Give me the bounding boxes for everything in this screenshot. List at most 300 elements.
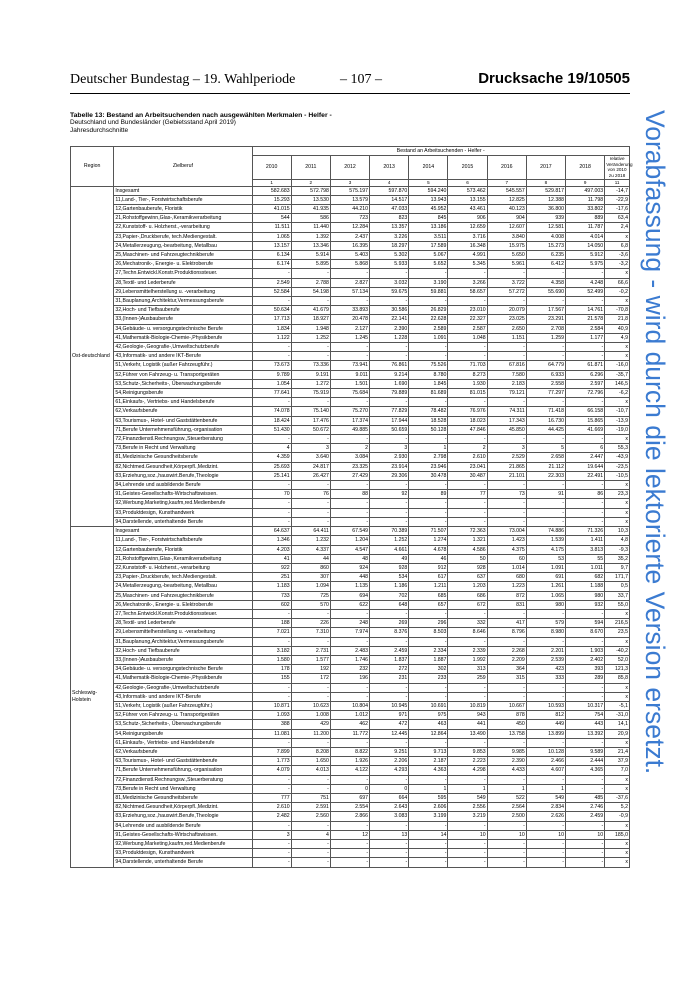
value-cell: - <box>409 849 448 858</box>
value-cell: 30.487 <box>448 471 487 480</box>
value-cell: 1.746 <box>330 655 369 664</box>
value-cell: 13.157 <box>252 241 291 250</box>
value-cell: 1.151 <box>487 333 526 342</box>
change-cell: 9,7 <box>605 563 630 572</box>
value-cell: 24.817 <box>291 462 330 471</box>
value-cell: 2.554 <box>330 803 369 812</box>
value-cell: 1.091 <box>526 563 565 572</box>
occupation-cell: 41,Mathematik-Biologie-Chemie-,Physikberufe <box>114 333 252 342</box>
value-cell: 1.501 <box>330 379 369 388</box>
value-cell: - <box>370 269 409 278</box>
value-cell: 388 <box>252 720 291 729</box>
table-row <box>71 306 630 315</box>
value-cell: - <box>566 637 605 646</box>
value-cell: 1.228 <box>370 333 409 342</box>
value-cell: - <box>252 508 291 517</box>
table-row <box>71 655 630 664</box>
value-cell: - <box>448 609 487 618</box>
occupation-cell: 22,Kunststoff- u. Holzherst.,-verarbeitung <box>114 223 252 232</box>
value-cell: 10.593 <box>526 701 565 710</box>
value-cell: - <box>291 481 330 490</box>
value-cell: 4.008 <box>526 232 565 241</box>
value-cell: 8.822 <box>330 747 369 756</box>
value-cell: 928 <box>370 563 409 572</box>
value-cell: 15.865 <box>566 416 605 425</box>
value-cell: 3.190 <box>409 278 448 287</box>
value-cell: 904 <box>487 214 526 223</box>
value-cell: 2.558 <box>526 379 565 388</box>
value-cell: 55 <box>566 554 605 563</box>
value-cell: 7.021 <box>252 628 291 637</box>
value-cell: 15.293 <box>252 195 291 204</box>
value-cell: - <box>252 821 291 830</box>
value-cell: 682 <box>566 573 605 582</box>
change-cell: x <box>605 343 630 352</box>
value-cell: 1.261 <box>526 582 565 591</box>
value-cell: 860 <box>291 563 330 572</box>
value-cell: 57.272 <box>487 287 526 296</box>
change-cell: 63,4 <box>605 214 630 223</box>
change-cell: x <box>605 269 630 278</box>
value-cell: 2.834 <box>526 803 565 812</box>
value-cell: 64.779 <box>526 361 565 370</box>
occupation-cell: Insgesamt <box>114 186 252 195</box>
value-cell: - <box>252 858 291 867</box>
occupation-cell: 73,Berufe in Recht und Verwaltung <box>114 444 252 453</box>
value-cell: 3.722 <box>487 278 526 287</box>
value-cell: - <box>526 398 565 407</box>
change-cell: 66,6 <box>605 278 630 287</box>
value-cell: - <box>291 609 330 618</box>
value-cell: 1 <box>526 784 565 793</box>
value-cell: 3 <box>252 830 291 839</box>
value-cell: 2.334 <box>409 646 448 655</box>
value-cell: - <box>526 775 565 784</box>
table-row <box>71 444 630 453</box>
value-cell: 74.311 <box>487 407 526 416</box>
value-cell: 1 <box>487 784 526 793</box>
value-cell: 25.693 <box>252 462 291 471</box>
table-row <box>71 793 630 802</box>
change-cell: -5,1 <box>605 701 630 710</box>
value-cell: 4.298 <box>448 766 487 775</box>
change-cell: 23,5 <box>605 628 630 637</box>
change-cell: 121,3 <box>605 665 630 674</box>
value-cell: - <box>409 517 448 526</box>
value-cell: 27.429 <box>330 471 369 480</box>
value-cell: 450 <box>487 720 526 729</box>
value-cell: 9.251 <box>370 747 409 756</box>
value-cell: 11.440 <box>291 223 330 232</box>
value-cell: 549 <box>448 793 487 802</box>
value-cell: - <box>252 692 291 701</box>
value-cell: 702 <box>370 591 409 600</box>
value-cell: 13.357 <box>370 223 409 232</box>
value-cell: 1.094 <box>291 582 330 591</box>
value-cell: 448 <box>330 573 369 582</box>
value-cell: - <box>252 609 291 618</box>
value-cell: 2.529 <box>487 453 526 462</box>
change-cell: -13,9 <box>605 416 630 425</box>
value-cell: 77 <box>448 490 487 499</box>
value-cell: 18.927 <box>291 315 330 324</box>
value-cell: - <box>370 821 409 830</box>
value-cell: 2.183 <box>487 379 526 388</box>
value-cell: - <box>448 637 487 646</box>
page-number: – 107 – <box>340 72 382 87</box>
value-cell: - <box>448 481 487 490</box>
occupation-cell: 31,Bauplanung,Architektur,Vermessungsberufe <box>114 297 252 306</box>
value-cell: 3.032 <box>370 278 409 287</box>
value-cell: 29.306 <box>370 471 409 480</box>
document-number <box>478 70 630 87</box>
occupation-cell: 11,Land-, Tier-, Forstwirtschaftsberufe <box>114 195 252 204</box>
value-cell: - <box>252 435 291 444</box>
value-cell: 23.010 <box>448 306 487 315</box>
value-cell: - <box>566 343 605 352</box>
value-cell: - <box>448 840 487 849</box>
value-cell: 1.948 <box>291 324 330 333</box>
value-cell: 3 <box>291 444 330 453</box>
value-cell: 1.186 <box>370 582 409 591</box>
value-cell: 251 <box>252 573 291 582</box>
occupation-cell: 54,Reinigungsberufe <box>114 729 252 738</box>
value-cell: 14.517 <box>370 195 409 204</box>
table-row <box>71 591 630 600</box>
value-cell: - <box>370 858 409 867</box>
value-cell: 10.871 <box>252 701 291 710</box>
value-cell: 1.012 <box>330 711 369 720</box>
value-cell: 2.549 <box>252 278 291 287</box>
value-cell: 529.817 <box>526 186 565 195</box>
value-cell: 889 <box>566 214 605 223</box>
value-cell: - <box>291 775 330 784</box>
occupation-cell: 52,Führer von Fahrzeug- u. Transportgeräten <box>114 711 252 720</box>
value-cell: - <box>409 840 448 849</box>
value-cell: 1.346 <box>252 536 291 545</box>
value-cell: 23.291 <box>526 315 565 324</box>
change-cell: 171,7 <box>605 573 630 582</box>
value-cell: - <box>409 398 448 407</box>
value-cell: 3.199 <box>409 812 448 821</box>
value-cell: 71.507 <box>409 527 448 536</box>
occupation-cell: 23,Papier-,Druckberufe, tech.Mediengestalt. <box>114 232 252 241</box>
table-row <box>71 646 630 655</box>
occupation-cell: 92,Werbung,Marketing,kaufm,red.Medienberufe <box>114 499 252 508</box>
value-cell: 11.772 <box>330 729 369 738</box>
value-cell: 33.802 <box>566 204 605 213</box>
table-row <box>71 361 630 370</box>
table-row <box>71 214 630 223</box>
value-cell: - <box>252 784 291 793</box>
value-cell: - <box>526 840 565 849</box>
value-cell: - <box>291 499 330 508</box>
value-cell: 79.121 <box>487 389 526 398</box>
value-cell: - <box>252 398 291 407</box>
value-cell: 23.041 <box>448 462 487 471</box>
value-cell: 13.530 <box>291 195 330 204</box>
page-header <box>70 72 630 92</box>
value-cell: - <box>448 343 487 352</box>
value-cell: 602 <box>252 600 291 609</box>
change-cell: -31,0 <box>605 711 630 720</box>
value-cell: 685 <box>409 591 448 600</box>
value-cell: 4.337 <box>291 545 330 554</box>
table-row <box>71 204 630 213</box>
value-cell: 906 <box>448 214 487 223</box>
value-cell: 307 <box>291 573 330 582</box>
value-cell: 5.912 <box>566 251 605 260</box>
value-cell: - <box>526 269 565 278</box>
value-cell: - <box>487 692 526 701</box>
index-cell: 8 <box>526 179 565 186</box>
value-cell: 53 <box>526 554 565 563</box>
value-cell: - <box>487 683 526 692</box>
value-cell: 1.845 <box>409 379 448 388</box>
value-cell: - <box>252 738 291 747</box>
table-row <box>71 278 630 287</box>
value-cell: 595 <box>409 793 448 802</box>
change-cell: -43,9 <box>605 453 630 462</box>
value-cell: - <box>566 499 605 508</box>
value-cell: - <box>330 352 369 361</box>
value-cell: 4.203 <box>252 545 291 554</box>
value-cell: 497.003 <box>566 186 605 195</box>
value-cell: 364 <box>487 665 526 674</box>
occupation-cell: Insgesamt <box>114 527 252 536</box>
value-cell: - <box>448 508 487 517</box>
value-cell: 2.500 <box>487 812 526 821</box>
value-cell: 91 <box>526 490 565 499</box>
value-cell: 594 <box>566 619 605 628</box>
value-cell: 1.321 <box>448 536 487 545</box>
value-cell: - <box>487 840 526 849</box>
table-row <box>71 251 630 260</box>
value-cell: 6.174 <box>252 260 291 269</box>
occupation-cell: 83,Erziehung,soz.,hauswirt.Berufe,Theologie <box>114 812 252 821</box>
value-cell: - <box>252 352 291 361</box>
table-row <box>71 490 630 499</box>
value-cell: 49.885 <box>330 425 369 434</box>
value-cell: 912 <box>409 563 448 572</box>
value-cell: 13.899 <box>526 729 565 738</box>
value-cell: 22.141 <box>370 315 409 324</box>
value-cell: 9.214 <box>370 370 409 379</box>
value-cell: 1.252 <box>370 536 409 545</box>
value-cell: 2.444 <box>566 757 605 766</box>
value-cell: 1.093 <box>252 711 291 720</box>
change-cell: 20,9 <box>605 729 630 738</box>
value-cell: 10 <box>487 830 526 839</box>
value-cell: 2.930 <box>370 453 409 462</box>
table-row <box>71 370 630 379</box>
value-cell: - <box>291 849 330 858</box>
value-cell: - <box>566 609 605 618</box>
index-cell: 2 <box>291 179 330 186</box>
value-cell: 45.952 <box>409 204 448 213</box>
change-cell: 21,4 <box>605 747 630 756</box>
value-cell: - <box>252 269 291 278</box>
change-cell: x <box>605 738 630 747</box>
value-cell: - <box>526 683 565 692</box>
value-cell: 8.208 <box>291 747 330 756</box>
value-cell: - <box>252 499 291 508</box>
change-cell: -17,6 <box>605 204 630 213</box>
occupation-cell: 84,Lehrende und ausbildende Berufe <box>114 821 252 830</box>
value-cell: 41 <box>252 554 291 563</box>
value-cell: 13.490 <box>448 729 487 738</box>
value-cell: 1.274 <box>409 536 448 545</box>
value-cell: 1.232 <box>291 536 330 545</box>
value-cell: 11.200 <box>291 729 330 738</box>
value-cell: 296 <box>409 619 448 628</box>
table-row <box>71 757 630 766</box>
table-row <box>71 462 630 471</box>
value-cell: 6 <box>566 444 605 453</box>
table-row <box>71 333 630 342</box>
change-cell: x <box>605 481 630 490</box>
value-cell: 22.303 <box>526 471 565 480</box>
value-cell: 23.946 <box>409 462 448 471</box>
value-cell: 50 <box>448 554 487 563</box>
occupation-cell: 29,Lebensmittelherstellung u. -verarbeitung <box>114 287 252 296</box>
value-cell: 2.643 <box>370 803 409 812</box>
value-cell: - <box>566 840 605 849</box>
value-cell: - <box>487 481 526 490</box>
value-cell: 30.478 <box>409 471 448 480</box>
index-cell: 9 <box>566 179 605 186</box>
change-cell: -3,6 <box>605 251 630 260</box>
change-cell: x <box>605 297 630 306</box>
value-cell: 48 <box>330 554 369 563</box>
value-cell: 232 <box>330 665 369 674</box>
table-row <box>71 701 630 710</box>
table-row <box>71 195 630 204</box>
occupation-cell: 43,Informatik- und andere IKT-Berufe <box>114 692 252 701</box>
value-cell: 71.326 <box>566 527 605 536</box>
value-cell: 3.219 <box>448 812 487 821</box>
occupation-cell: 61,Einkaufs-, Vertriebs- und Handelsberufe <box>114 398 252 407</box>
occupation-cell: 82,Nichtmed.Gesundheit,Körperpfl.,Medizint. <box>114 462 252 471</box>
value-cell: 2.459 <box>566 812 605 821</box>
value-cell: - <box>252 517 291 526</box>
value-cell: - <box>252 840 291 849</box>
occupation-cell: 27,Techn.Entwickl.Konstr.Produktionssteuer. <box>114 609 252 618</box>
value-cell: 575.197 <box>330 186 369 195</box>
value-cell: 1.259 <box>526 333 565 342</box>
value-cell: 13.392 <box>566 729 605 738</box>
value-cell: - <box>252 683 291 692</box>
value-cell: 932 <box>566 600 605 609</box>
value-cell: 1.203 <box>448 582 487 591</box>
value-cell: - <box>330 398 369 407</box>
value-cell: 594.240 <box>409 186 448 195</box>
value-cell: 1.008 <box>291 711 330 720</box>
value-cell: 0 <box>370 784 409 793</box>
value-cell: 393 <box>566 665 605 674</box>
value-cell: 44.425 <box>526 425 565 434</box>
table-row <box>71 499 630 508</box>
table-row <box>71 720 630 729</box>
watermark <box>640 110 670 910</box>
value-cell: 754 <box>566 711 605 720</box>
occupation-cell: 53,Schutz-,Sicherheits-, Überwachungsberufe <box>114 379 252 388</box>
occupation-cell: 72,Finanzdienstl.Rechnungsw.,Steuerberatung <box>114 775 252 784</box>
value-cell: 8.646 <box>448 628 487 637</box>
value-cell: 2.658 <box>526 453 565 462</box>
value-cell: 18.023 <box>448 416 487 425</box>
value-cell: - <box>409 352 448 361</box>
value-cell: - <box>566 517 605 526</box>
value-cell: 4.433 <box>487 766 526 775</box>
value-cell: 259 <box>448 674 487 683</box>
value-cell: 9.853 <box>448 747 487 756</box>
value-cell: 21.112 <box>526 462 565 471</box>
value-cell: 1.135 <box>330 582 369 591</box>
change-cell: -0,9 <box>605 812 630 821</box>
value-cell: 15.273 <box>526 241 565 250</box>
value-cell: 648 <box>370 600 409 609</box>
value-cell: 429 <box>291 720 330 729</box>
occupation-cell: 31,Bauplanung,Architektur,Vermessungsberufe <box>114 637 252 646</box>
value-cell: - <box>566 738 605 747</box>
value-cell: 10.317 <box>566 701 605 710</box>
value-cell: 2.390 <box>370 324 409 333</box>
value-cell: - <box>291 683 330 692</box>
value-cell: 67.816 <box>487 361 526 370</box>
year-header: 2015 <box>448 156 487 179</box>
value-cell: 5.403 <box>330 251 369 260</box>
value-cell: 73.336 <box>291 361 330 370</box>
value-cell: - <box>409 683 448 692</box>
table-row <box>71 389 630 398</box>
occupation-cell: 63,Tourismus-, Hotel- und Gaststättenberufe <box>114 757 252 766</box>
value-cell: 980 <box>566 591 605 600</box>
value-cell: 47.033 <box>370 204 409 213</box>
value-cell: 72.796 <box>566 389 605 398</box>
occupation-cell: 21,Rohstoffgewinn,Glas-,Keramikverarbeitung <box>114 214 252 223</box>
value-cell: - <box>526 692 565 701</box>
table-row <box>71 287 630 296</box>
year-header: 2017 <box>526 156 565 179</box>
table-body <box>71 186 630 867</box>
table-row <box>71 812 630 821</box>
value-cell: - <box>252 297 291 306</box>
value-cell: - <box>409 609 448 618</box>
value-cell: 2.459 <box>370 646 409 655</box>
value-cell: 50.634 <box>252 306 291 315</box>
table-row <box>71 186 630 195</box>
change-cell: -9,3 <box>605 545 630 554</box>
index-cell: 7 <box>487 179 526 186</box>
value-cell: 26.829 <box>409 306 448 315</box>
value-cell: - <box>487 435 526 444</box>
value-cell: 71.703 <box>448 361 487 370</box>
value-cell: - <box>448 435 487 444</box>
table-note: Jahresdurchschnitte <box>70 126 129 134</box>
year-header: 2013 <box>370 156 409 179</box>
table-row <box>71 665 630 674</box>
table-row <box>71 260 630 269</box>
value-cell: 13.155 <box>448 195 487 204</box>
value-cell: 59.675 <box>370 287 409 296</box>
value-cell: - <box>566 398 605 407</box>
value-cell: 2.187 <box>409 757 448 766</box>
value-cell: 4.363 <box>409 766 448 775</box>
value-cell: 9.191 <box>291 370 330 379</box>
value-cell: 71.418 <box>526 407 565 416</box>
year-header: 2016 <box>487 156 526 179</box>
